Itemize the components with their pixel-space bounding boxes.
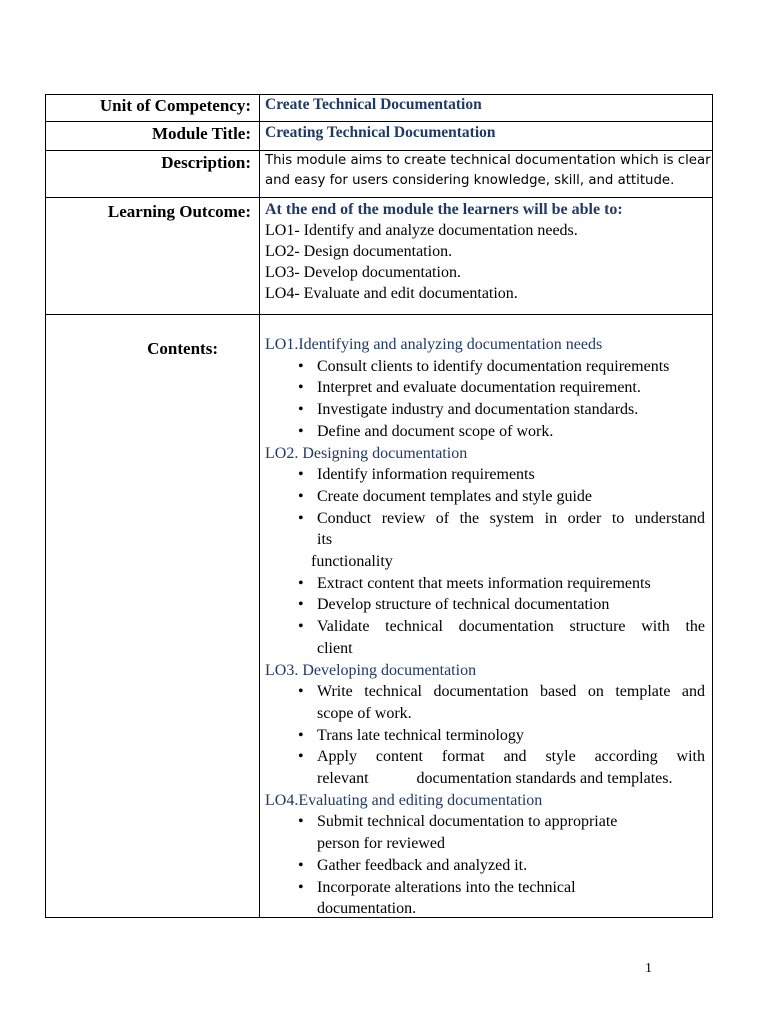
list-item: • Consult clients to identify documentation requirements [265, 356, 705, 378]
unit-of-competency-value: Create Technical Documentation [265, 96, 482, 113]
learning-outcome-item: LO3- Develop documentation. [265, 264, 461, 281]
list-item: • Write technical documentation based on template and [265, 681, 705, 703]
list-item-continuation: documentation. [317, 900, 417, 918]
row-divider [45, 197, 713, 198]
bullet-icon: • [298, 466, 304, 484]
list-item: • Conduct review of the system in order to understand [265, 508, 705, 530]
list-item: • Create document templates and style guide [265, 486, 705, 508]
row-divider [45, 314, 713, 315]
list-item: • Submit technical documentation to appropriate [265, 811, 705, 833]
bullet-icon: • [298, 574, 304, 592]
list-item: • Investigate industry and documentation standards. [265, 399, 705, 421]
list-item: • Extract content that meets information requirements [265, 573, 705, 595]
column-divider [259, 94, 260, 918]
list-item: • Interpret and evaluate documentation requirement. [265, 377, 705, 399]
list-item-continuation: its [317, 531, 333, 549]
bullet-icon: • [298, 422, 304, 440]
bullet-icon: • [298, 726, 304, 744]
bullet-icon: • [298, 401, 304, 419]
learning-outcome-item: LO1- Identify and analyze documentation needs. [265, 222, 578, 239]
table-border-left [45, 94, 46, 918]
lo2-section-title: LO2. Designing documentation [265, 444, 468, 462]
lo3-section-title: LO3. Developing documentation [265, 661, 477, 679]
page-number: 1 [645, 961, 652, 976]
contents-list [265, 334, 705, 920]
learning-outcome-heading: At the end of the module the learners will be able to: [265, 201, 623, 218]
lo4-section-title: LO4.Evaluating and editing documentation [265, 791, 543, 809]
list-item: • Gather feedback and analyzed it. [265, 855, 705, 877]
table-border-top [45, 94, 713, 95]
description-line: and easy for users considering knowledge, skill, and attitude. [265, 173, 675, 188]
list-item: • Trans late technical terminology [265, 725, 705, 747]
lo1-section-title: LO1.Identifying and analyzing documentation needs [265, 336, 603, 353]
bullet-icon: • [298, 748, 304, 766]
unit-of-competency-label: Unit of Competency: [99, 96, 251, 115]
list-item: • Develop structure of technical documentation [265, 594, 705, 616]
bullet-icon: • [298, 813, 304, 831]
list-item-continuation: person for reviewed [317, 835, 445, 853]
description-label: Description: [161, 153, 251, 172]
bullet-icon: • [298, 856, 304, 874]
bullet-icon: • [298, 379, 304, 397]
list-item: • Incorporate alterations into the technical [265, 877, 705, 899]
list-item: • Validate technical documentation structure with the [265, 616, 705, 638]
learning-outcome-label: Learning Outcome: [107, 202, 251, 221]
list-item: • Apply content format and style according with [265, 746, 705, 768]
learning-outcome-item: LO4- Evaluate and edit documentation. [265, 285, 518, 302]
learning-outcome-item: LO2- Design documentation. [265, 243, 453, 260]
bullet-icon: • [298, 878, 304, 896]
list-item: • Identify information requirements [265, 464, 705, 486]
bullet-icon: • [298, 509, 304, 527]
list-item-continuation: relevant documentation standards and templates. [317, 770, 673, 788]
list-item-continuation: client [317, 639, 353, 657]
bullet-icon: • [298, 487, 304, 505]
list-item-continuation: scope of work. [317, 704, 412, 722]
bullet-icon: • [298, 357, 304, 375]
description-line: This module aims to create technical documentation which is clear [265, 153, 711, 168]
list-item-continuation: functionality [311, 553, 393, 571]
contents-label: Contents: [147, 339, 218, 358]
bullet-icon: • [298, 683, 304, 701]
module-title-label: Module Title: [151, 124, 251, 143]
table-border-right [712, 94, 713, 918]
module-title-value: Creating Technical Documentation [265, 124, 496, 141]
list-item: • Define and document scope of work. [265, 421, 705, 443]
bullet-icon: • [298, 618, 304, 636]
bullet-icon: • [298, 596, 304, 614]
row-divider [45, 121, 713, 122]
